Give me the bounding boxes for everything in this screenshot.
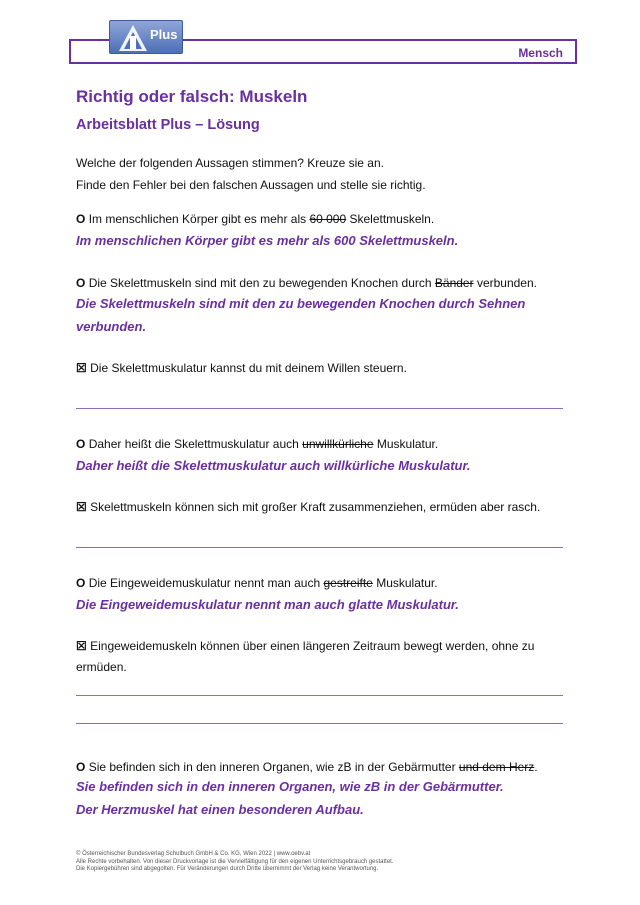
page-subtitle: Arbeitsblatt Plus – Lösung <box>76 117 260 133</box>
answer-line <box>76 547 563 548</box>
struck-word: Bänder <box>434 276 474 290</box>
statement-text: Skelettmuskeln können sich mit großer Kraft zusammenziehen, ermüden aber rasch. <box>90 500 541 514</box>
footer-line: Die Kopiergebühren sind abgegolten. Für Veränderungen durch Dritte übernimmt der Verlag keine Verantwortung. <box>76 866 379 872</box>
answer-6: Die Eingeweidemuskulatur nennt man auch glatte Muskulatur. <box>76 597 459 612</box>
statement-text: verbunden. <box>473 276 537 290</box>
logo-badge <box>109 20 183 54</box>
answer-4: Daher heißt die Skelettmuskulatur auch willkürliche Muskulatur. <box>76 458 471 473</box>
statement-text: Daher heißt die Skelettmuskulatur auch <box>88 437 303 451</box>
statement-text: Eingeweidemuskeln können über einen längeren Zeitraum bewegt werden, ohne zu <box>90 639 535 653</box>
instruction-line: Welche der folgenden Aussagen stimmen? Kreuze sie an. <box>76 156 384 170</box>
statement-7 <box>76 639 534 653</box>
statement-3 <box>76 361 407 375</box>
checkbox-empty[interactable]: O <box>76 276 86 290</box>
struck-word: 60 000 <box>309 212 347 226</box>
checkbox-empty[interactable]: O <box>76 760 86 774</box>
statement-1 <box>76 212 434 226</box>
statement-text: Die Skelettmuskulatur kannst du mit deinem Willen steuern. <box>90 361 407 375</box>
checkbox-empty[interactable]: O <box>76 437 86 451</box>
answer-8-line-2: Der Herzmuskel hat einen besonderen Aufbau. <box>76 802 364 817</box>
statement-text: Die Eingeweidemuskulatur nennt man auch <box>88 576 324 590</box>
footer-line: Alle Rechte vorbehalten. Von dieser Druckvorlage ist die Vervielfältigung für den eigenen Unterrichtsgebrauch gestattet. <box>76 858 394 865</box>
logo-text: Plus <box>150 27 178 42</box>
statement-text: Im menschlichen Körper gibt es mehr als <box>88 212 310 226</box>
statement-text: Sie befinden sich in den inneren Organen, wie zB in der Gebärmutter <box>88 760 459 774</box>
statement-text: Skelettmuskeln. <box>346 212 435 226</box>
statement-6 <box>76 576 438 590</box>
answer-1: Im menschlichen Körper gibt es mehr als 600 Skelettmuskeln. <box>76 233 459 248</box>
statement-text: Muskulatur. <box>372 576 438 590</box>
checkbox-checked[interactable]: ☒ <box>76 361 87 375</box>
struck-word: und dem Herz <box>458 760 535 774</box>
statement-2 <box>76 276 537 290</box>
subject-label: Mensch <box>518 46 563 60</box>
answer-line <box>76 723 563 724</box>
answer-line <box>76 408 563 409</box>
statement-5 <box>76 500 540 514</box>
statement-4 <box>76 437 438 451</box>
answer-2: Die Skelettmuskeln sind mit den zu bewegenden Knochen durch Sehnen verbunden. <box>76 296 526 334</box>
checkbox-checked[interactable]: ☒ <box>76 639 87 653</box>
copyright-footer <box>76 851 394 874</box>
statement-8 <box>76 760 538 774</box>
statement-text: Die Skelettmuskeln sind mit den zu bewegenden Knochen durch <box>88 276 435 290</box>
plus-logo <box>109 20 183 54</box>
struck-word: unwillkürliche <box>302 437 374 451</box>
page-title: Richtig oder falsch: Muskeln <box>76 87 308 106</box>
instruction-line: Finde den Fehler bei den falschen Aussagen und stelle sie richtig. <box>76 178 426 192</box>
checkbox-empty[interactable]: O <box>76 576 86 590</box>
triangle-logo-icon <box>118 24 148 52</box>
answer-line <box>76 695 563 696</box>
statement-text: Muskulatur. <box>373 437 439 451</box>
struck-word: gestreifte <box>323 576 373 590</box>
statement-text: . <box>534 760 538 774</box>
statement-7-continued: ermüden. <box>76 660 127 674</box>
footer-line: © Österreichischer Bundesverlag Schulbuch GmbH & Co. KG, Wien 2022 | www.oebv.at <box>76 851 311 857</box>
checkbox-empty[interactable]: O <box>76 212 86 226</box>
answer-8-line-1: Sie befinden sich in den inneren Organen, wie zB in der Gebärmutter. <box>76 779 504 794</box>
checkbox-checked[interactable]: ☒ <box>76 500 87 514</box>
